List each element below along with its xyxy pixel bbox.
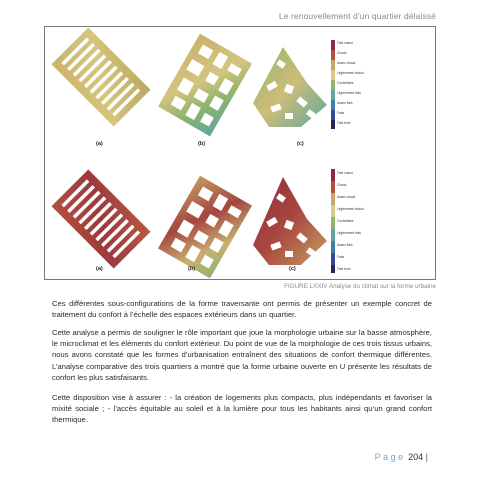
label-b-top: (b) xyxy=(198,141,206,147)
label-b-bottom: (b) xyxy=(188,266,196,272)
legend-bottom xyxy=(331,169,335,273)
legend-bottom-label: Frais xyxy=(337,255,345,259)
legend-bottom-label: Assez frais xyxy=(337,243,353,247)
page-footer xyxy=(375,452,428,462)
label-a-bottom: (a) xyxy=(96,266,103,272)
legend-top-label: Assez frais xyxy=(337,101,353,105)
legend-top-label: Légèrement frais xyxy=(337,91,361,95)
paragraph-3: Cette disposition vise à assurer : - la création de logements plus compacts, plus indépendants et favoriser la mixité sociale ; - l’accès équitable au soleil et à la lumière pour tous les habitants ainsi qu’un grand confort thermique. xyxy=(52,393,432,425)
page-number: 204 xyxy=(408,452,424,462)
map-c-top xyxy=(253,47,327,127)
legend-bottom-label: Légèrement chaud xyxy=(337,207,364,211)
map-b-top xyxy=(158,34,252,137)
legend-top-label: Assez chaud xyxy=(337,61,356,65)
page-separator: | xyxy=(425,452,428,462)
legend-bottom-label: Légèrement frais xyxy=(337,231,361,235)
legend-top-label: Confortable xyxy=(337,81,354,85)
legend-top-label: Légèrement chaud xyxy=(337,71,364,75)
legend-top-labels xyxy=(337,41,364,125)
paragraph-1: Ces différentes sous-configurations de la forme traversante ont permis de présenter un exemple concret de traitement du confort à l’échelle des espaces extérieurs dans un quartier. xyxy=(52,299,432,320)
legend-top-label: Très froid xyxy=(337,121,351,125)
legend-bottom-label: Chaud xyxy=(337,183,347,187)
map-a-top xyxy=(52,28,151,127)
legend-top-label: Frais xyxy=(337,111,345,115)
legend-top xyxy=(331,40,335,129)
legend-bottom-label: Très chaud xyxy=(337,171,353,175)
legend-bottom-label: Très froid xyxy=(337,267,351,271)
climate-maps-figure xyxy=(45,27,437,281)
map-c-bottom xyxy=(253,177,327,265)
legend-bottom-labels xyxy=(337,171,364,271)
figure-frame xyxy=(44,26,436,280)
map-b-bottom xyxy=(158,176,252,279)
running-header: Le renouvellement d’un quartier délaissé xyxy=(278,11,436,21)
legend-top-label: Chaud xyxy=(337,51,347,55)
page-word: Page xyxy=(374,452,406,462)
figure-caption: FIGURE LXXIV Analyse du climat sur la forme urbaine xyxy=(284,283,436,290)
legend-bottom-label: Assez chaud xyxy=(337,195,356,199)
map-a-bottom xyxy=(52,170,151,269)
legend-top-label: Très chaud xyxy=(337,41,353,45)
legend-bottom-label: Confortable xyxy=(337,219,354,223)
label-c-bottom: (c) xyxy=(289,266,296,272)
paragraph-2: Cette analyse a permis de souligner le rôle important que joue la morphologie urbaine sur la basse atmosphère, le microclimat et les éléments du confort extérieur. Du point de vue de la morphologie de ces trois tissus urbains, nous avons constaté que les formes d’urbanisation entraînent des situations de confort thermique différentes. L’analyse comparative des trois quartiers a montré que la forme urbaine ouverte en U présente les résultats de confort les plus satisfaisants. xyxy=(52,328,432,382)
label-a-top: (a) xyxy=(96,141,103,147)
label-c-top: (c) xyxy=(297,141,304,147)
